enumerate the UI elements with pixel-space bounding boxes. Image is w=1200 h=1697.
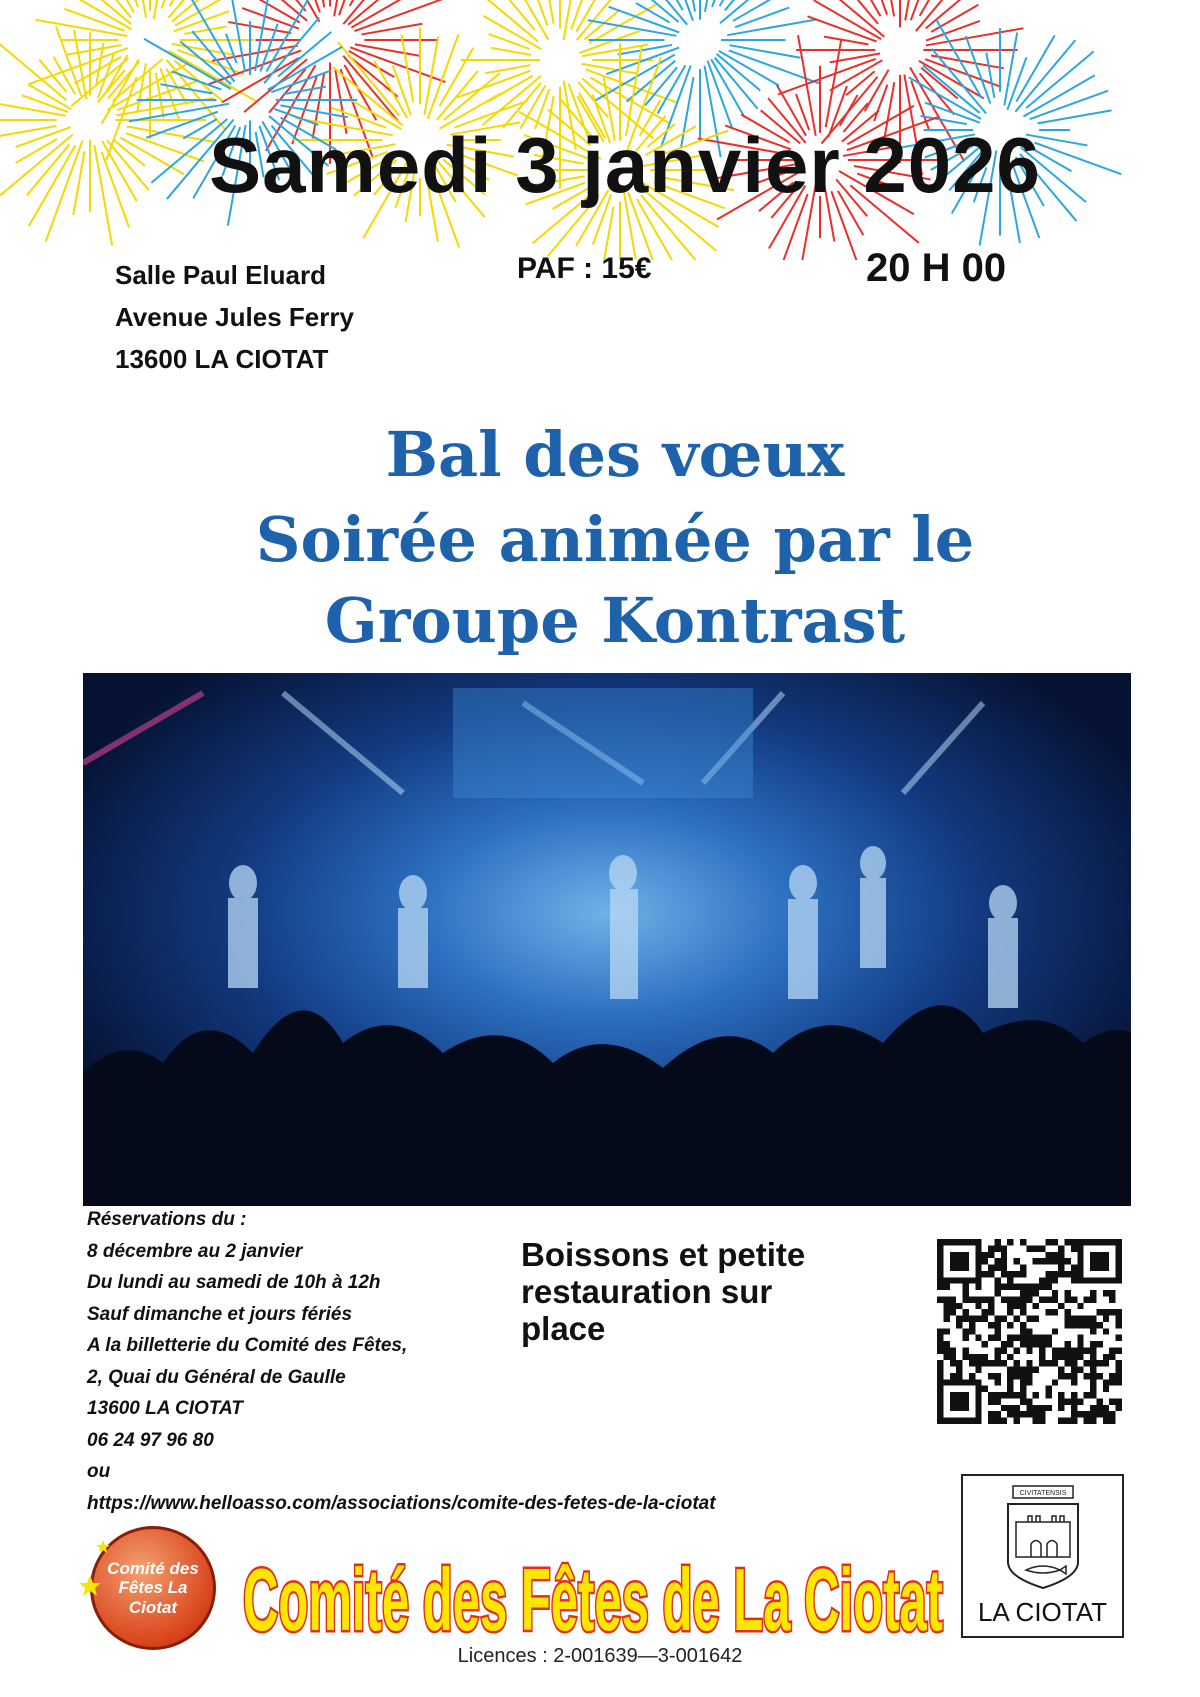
firework-ray [351, 0, 429, 28]
firework-ray [1004, 33, 1017, 106]
firework-ray [39, 60, 66, 92]
firework-ray [729, 45, 800, 58]
city-logo [961, 1474, 1124, 1638]
reservation-line: 8 décembre au 2 janvier [87, 1240, 303, 1262]
firework-ray [725, 0, 754, 10]
firework-ray [826, 39, 842, 127]
firework-ray [735, 8, 789, 28]
firework-ray [355, 0, 447, 31]
reservation-line: ou [87, 1461, 111, 1482]
firework-ray [807, 16, 876, 41]
firework-ray [708, 61, 733, 129]
firework-ray [255, 0, 269, 71]
reservation-line: A la billetterie du Comité des Fêtes, [87, 1335, 408, 1356]
price: PAF : 15€ [517, 252, 652, 285]
firework-ray [846, 71, 875, 95]
firework-ray [35, 20, 127, 36]
event-subtitle: Soirée animée par le [255, 503, 975, 576]
firework-ray [41, 0, 131, 29]
start-time: 20 H 00 [866, 246, 1007, 290]
drinks-line: Boissons et petite [521, 1236, 806, 1273]
firework-ray [916, 0, 952, 31]
organizer-banner [238, 1532, 948, 1650]
firework-ray [355, 44, 420, 55]
firework-ray [926, 28, 1024, 45]
event-title: Bal des vœux [385, 418, 845, 491]
firework-ray [491, 48, 531, 55]
drinks-line: restauration sur [521, 1273, 773, 1310]
reservation-url[interactable]: https://www.helloasso.com/associations/comite-des-fetes-de-la-ciotat [87, 1492, 716, 1514]
reservation-line: 2, Quai du Général de Gaulle [87, 1366, 346, 1388]
firework-ray [579, 31, 640, 53]
firework-ray [184, 26, 226, 33]
venue-line: Avenue Jules Ferry [115, 302, 354, 332]
reservation-line: Sauf dimanche et jours fériés [87, 1303, 353, 1325]
firework-ray [486, 65, 531, 73]
firework-ray [986, 52, 994, 97]
reservation-phone: 06 24 97 96 80 [87, 1429, 214, 1451]
reservation-line: Du lundi au samedi de 10h à 12h [87, 1272, 381, 1293]
venue-address [115, 254, 354, 380]
firework-ray [481, 0, 535, 30]
reservation-line: 13600 LA CIOTAT [87, 1398, 243, 1419]
qr-code[interactable] [937, 1239, 1122, 1424]
venue-line: Salle Paul Eluard [115, 260, 326, 290]
organizer-banner-text: Comité des Fêtes de La Ciotat [243, 1550, 944, 1649]
city-crest-icon [998, 1482, 1088, 1592]
venue-line: 13600 LA CIOTAT [115, 344, 329, 374]
firework-ray [727, 20, 815, 36]
firework-ray [888, 0, 894, 16]
firework-ray [232, 0, 245, 72]
event-date: Samedi 3 janvier 2026 [209, 121, 1041, 209]
city-name: LA CIOTAT [977, 1597, 1108, 1627]
licences: Licences : 2-001639—3-001642 [457, 1645, 743, 1667]
firework-ray [0, 43, 66, 100]
comite-logo-text: Comité des Fêtes La Ciotat [107, 1558, 199, 1617]
drinks-line: place [521, 1310, 606, 1347]
reservation-line: Réservations du : [87, 1209, 247, 1230]
concert-photo [83, 673, 1131, 1206]
firework-ray [778, 59, 876, 95]
event-band: Groupe Kontrast [324, 584, 906, 657]
stars-icon [78, 1525, 118, 1605]
firework-ray [489, 34, 530, 49]
firework-ray [444, 73, 500, 120]
firework-ray [720, 0, 759, 6]
firework-ray [824, 37, 868, 45]
city-motto: CIVITATENSIS [1019, 1490, 1066, 1497]
firework-ray [911, 0, 940, 20]
drinks-notice [521, 1236, 805, 1347]
firework-ray [571, 0, 585, 30]
firework-ray [172, 44, 233, 55]
